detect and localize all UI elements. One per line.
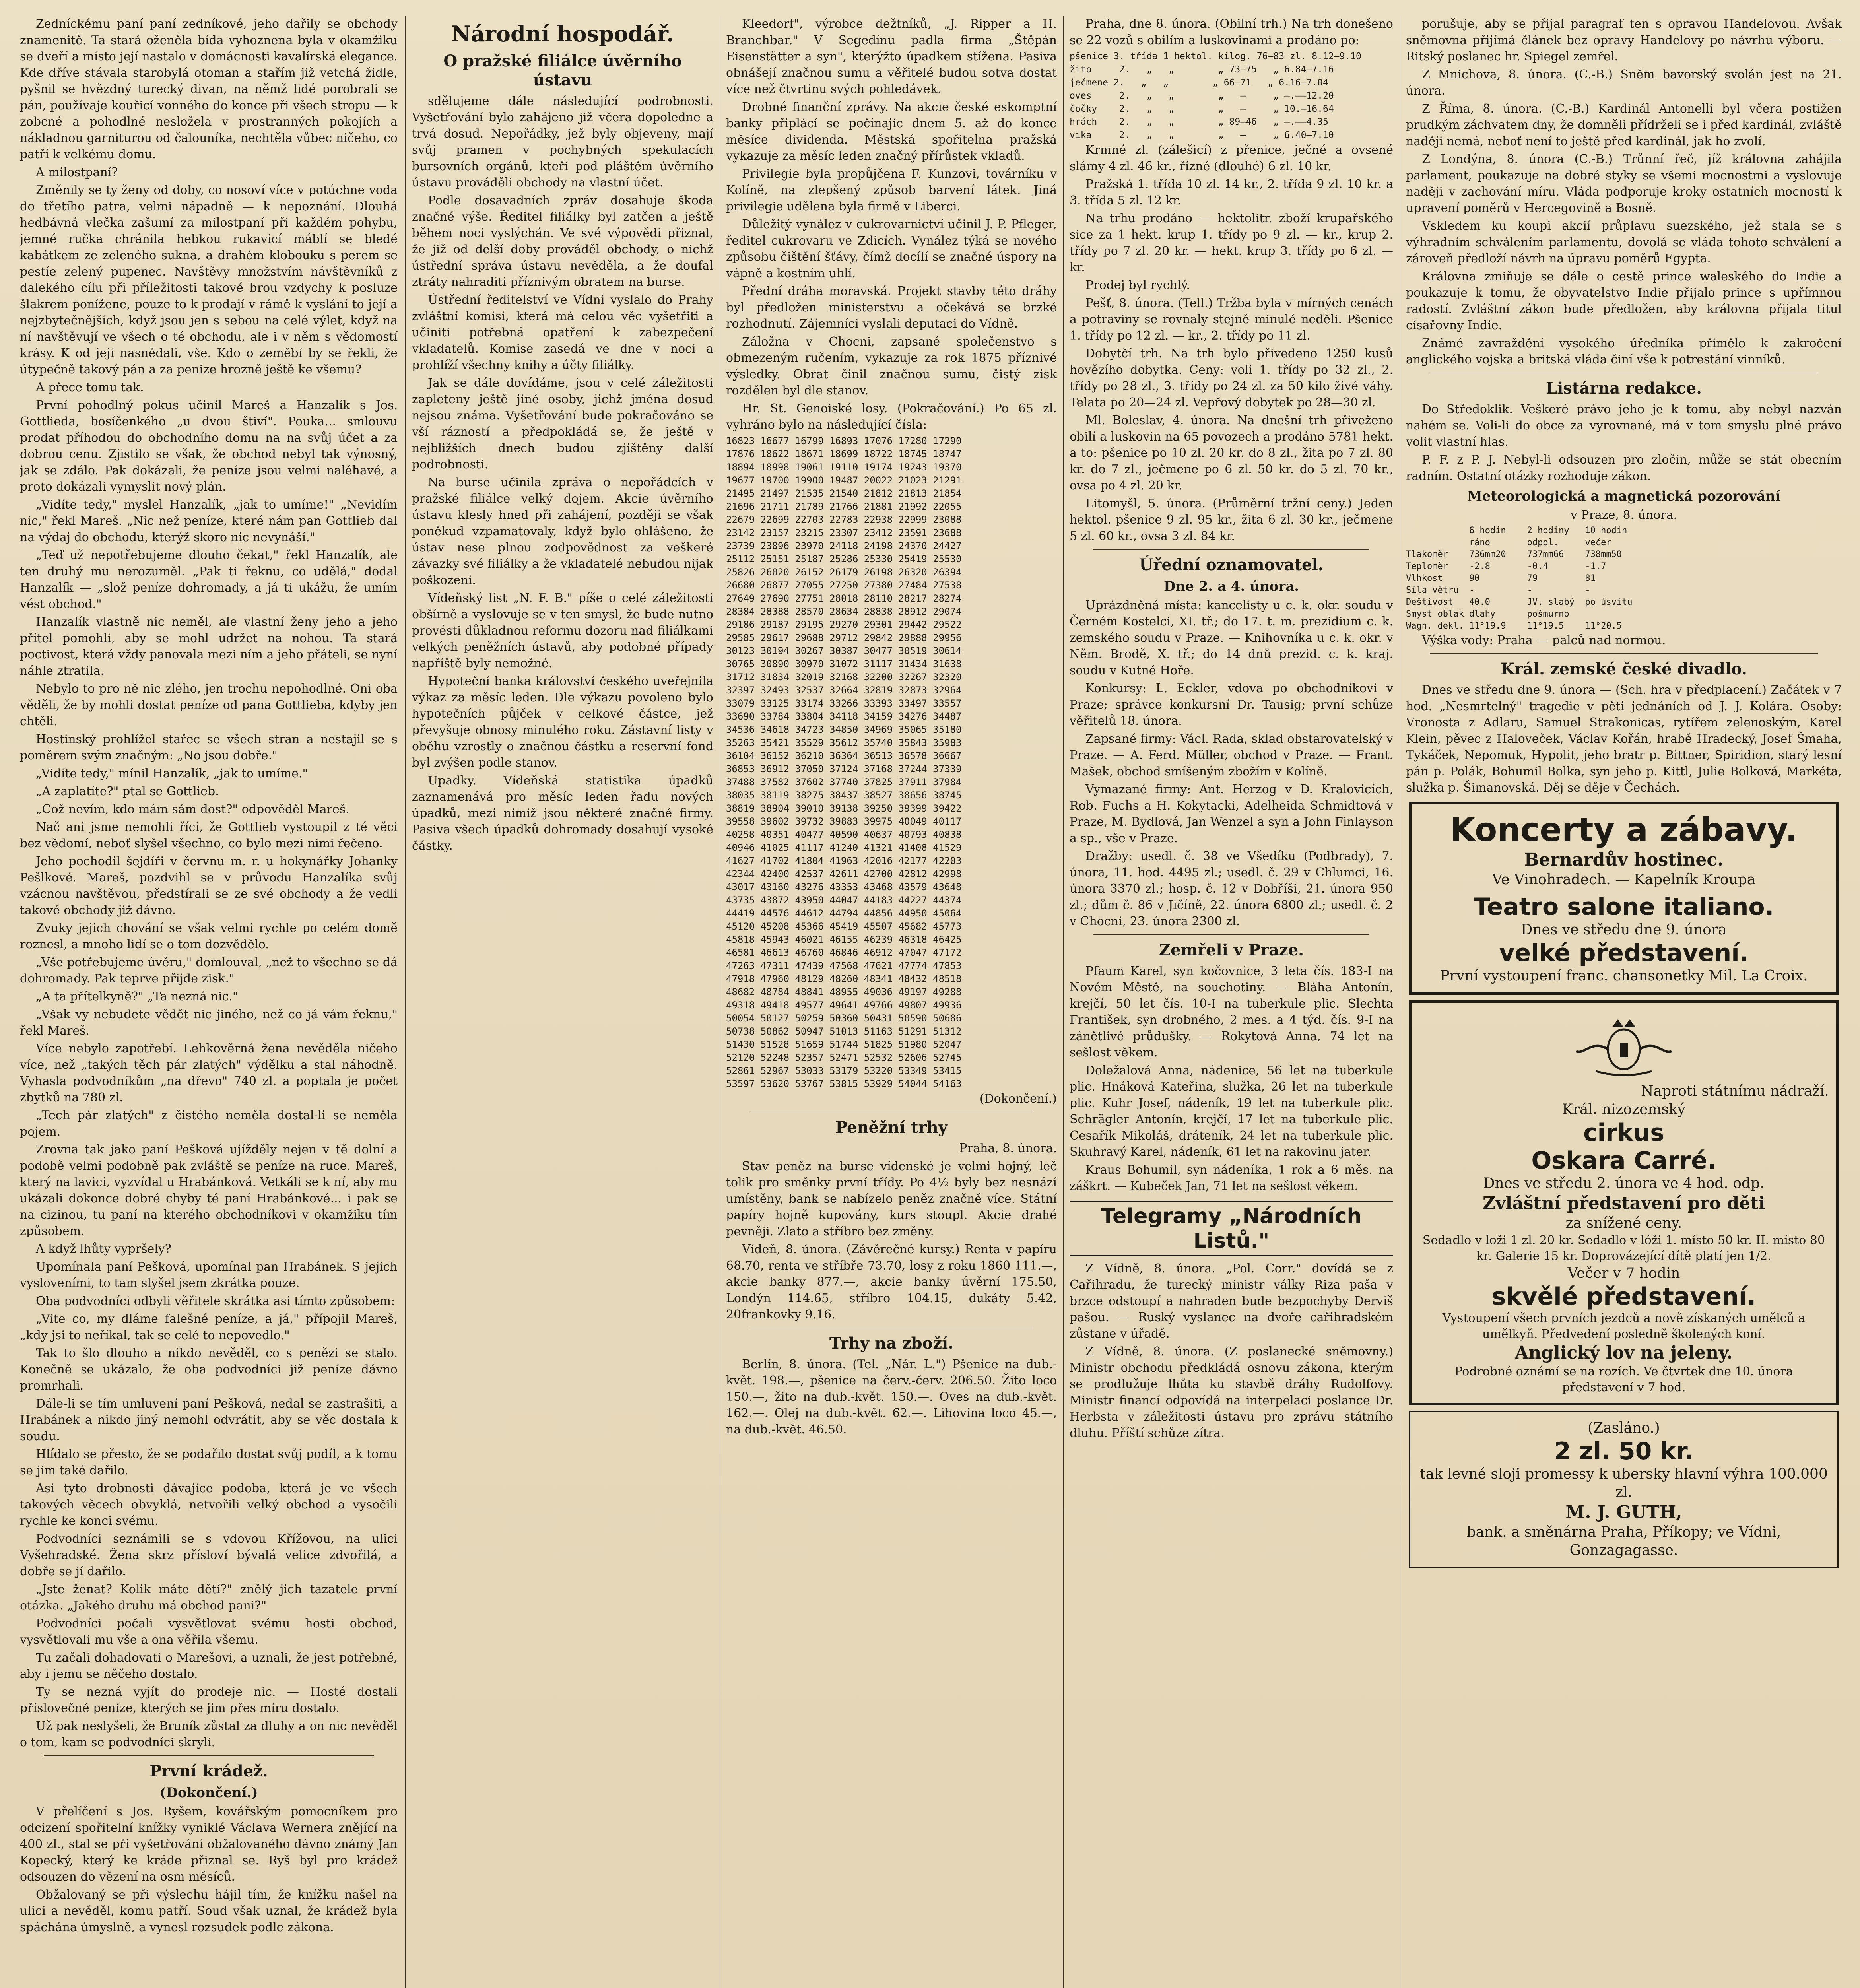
- article-paragraph: „Vidíte tedy," mínil Hanzalík, „jak to umíme.": [36, 767, 308, 780]
- column-rule: [405, 16, 406, 1988]
- section-divider: [1430, 653, 1818, 654]
- article-paragraph: Na trhu prodáno — hektolitr. zboží krupařského sice za 1 hekt. krup 1. třídy po 9 zl. — kr., krup 2. třídy po 7 zl. 20 kr. — hekt. krup 3. třídy po 6 zl. — kr.: [1070, 212, 1393, 274]
- section-heading-goods: Trhy na zboží.: [829, 1334, 954, 1353]
- section-heading-meteo: Meteorologická a magnetická pozorování: [1467, 488, 1780, 504]
- article-paragraph: Podle dosavadních zpráv dosahuje škoda značné výše. Ředitel filiálky byl zatčen a ještě během noci vyslýchán. Ve své výpovědi přiznal, že již od delší doby prováděl obchody, o nichž ústřední správa ústavu nevěděla, a že doufal ztráty nahraditi příznivým obratem na burse.: [412, 194, 713, 289]
- section-heading-theft: První krádež.: [149, 1762, 268, 1780]
- article-paragraph: „A zaplatíte?" ptal se Gottlieb.: [36, 784, 219, 798]
- article-paragraph: Pražská 1. třída 10 zl. 14 kr., 2. třída 9 zl. 10 kr. a 3. třída 5 zl. 12 kr.: [1070, 177, 1393, 208]
- ad-line: tak levné sloji promessy k ubersky hlavní výhra 100.000 zl.: [1420, 1466, 1828, 1501]
- article-paragraph: Kleedorf", výrobce dežtníků, „J. Ripper a H. Branchbar." V Segedínu padla firma „Štěpán Eisenstätter a syn", kterýžto úpadkem stížena. Pasiva obnášejí značnou sumu a věřitelé budou sotva dostat více než čtvrtinu svých pohledávek.: [726, 17, 1057, 96]
- article-paragraph: „Jste ženat? Kolik máte dětí?" znělý jich tazatele první otázka. „Jakého druhu má obchod pani?": [20, 1582, 398, 1613]
- section-divider: [44, 1755, 374, 1756]
- article-title: O pražské filiálce úvěrního ústavu: [443, 52, 682, 89]
- article-paragraph: Upomínala paní Pešková, upomínal pan Hrabánek. S jejich vysloveními, to tam slyšel jsem zkrátka pouze.: [20, 1260, 398, 1290]
- article-paragraph: Pešť, 8. února. (Tell.) Tržba byla v mírných cenách a potraviny se rovnaly stejně minulé neděli. Pšenice 1. třídy po 12 zl. — kr., 2. třídy po 11 zl.: [1070, 296, 1393, 343]
- article-paragraph: Tak to šlo dlouho a nikdo nevěděl, co s penězi se stalo. Konečně se ukázalo, že oba podvodníci již peníze dávno promrhali.: [20, 1346, 398, 1393]
- ad-headline: 2 zl. 50 kr.: [1554, 1437, 1693, 1465]
- meteo-subheading: v Praze, 8. února.: [1570, 508, 1677, 522]
- article-paragraph: Záložna v Chocni, zapsané společenstvo s obmezeným ručením, vykazuje za rok 1875 příznivé výsledky. Obrat činil značnou sumu, čistý zisk rozdělen byl dle stanov.: [726, 335, 1057, 398]
- ad-line: Večer v 7 hodin: [1567, 1265, 1680, 1281]
- article-paragraph: První pohodlný pokus učinil Mareš a Hanzalík s Jos. Gottlieda, bosíčenkého „u dvou štiví". Pouka... smlouvu prodat příhodou do obchodního domu na na svůj účet a za dobrou cenu. Zjistilo se však, že obchod nebyl tak výnosný, jak se zdálo. Pak dokázali, že peníze jsou velmi naléhavé, a proto dokázali vymyslit nový plán.: [20, 398, 398, 494]
- ad-line: Vystoupení všech prvních jezdců a nově získaných umělců a umělkyň. Předvedení posledně školených koní.: [1442, 1311, 1806, 1341]
- meteo-table: 6 hodin 2 hodiny 10 hodin ráno odpol. večer Tlakoměr 736mm20 737mm66 738mm50 Teploměr -2.8 -0.4 -1.7 Vlhkost 90 79 81 Síla větru - - - Deštivost 40.0 JV. slabý po úsvitu Smyst oblak dlahy pošmurno Wagn. dekl. 11°19.9 11°19.5 11°20.5: [1406, 526, 1633, 631]
- article-paragraph: „Vidíte tedy," myslel Hanzalík, „jak to umíme!" „Nevidím nic," řekl Mareš. „Nic než peníze, které nám pan Gottlieb dal na výdaj do obchodu, kterýž skoro nic nevynáší.": [20, 498, 398, 544]
- column-4: [1070, 16, 1393, 1988]
- article-paragraph: Dražby: usedl. č. 38 ve Všedíku (Podbrady), 7. února, 11. hod. 4495 zl.; usedl. č. 29 v Chlumci, 16. února 3370 zl.; hosp. č. 12 v Dobříši, 21. února 950 zl.; dům č. 86 v Jičíně, 22. února 6800 zl.; usedl. č. 2 v Chocni, 23. února 2300 zl.: [1070, 849, 1393, 928]
- article-paragraph: Dále-li se tím umluvení paní Pešková, nedal se zastrašiti, a Hrabánek a nikdo jiný nemohl odvrátit, aby se věc dostala k soudu.: [20, 1397, 398, 1443]
- article-paragraph: Zvuky jejich chování se však velmi rychle po celém domě roznesl, a mnoho lidí se o tom dozvědělo.: [20, 921, 398, 951]
- article-paragraph: Litomyšl, 5. února. (Průměrní tržní ceny.) Jeden hektol. pšenice 9 zl. 95 kr., žita 6 zl. 30 kr., ječmene 5 zl. 60 kr., ovsa 3 zl. 84 kr.: [1070, 497, 1393, 543]
- article-paragraph: Upadky. Vídeňská statistika úpadků zaznamenává pro měsíc leden řadu nových úpadků, mezi nimiž jsou některé značné firmy. Pasiva všech úpadků dohromady dosahují vysoké částky.: [412, 774, 713, 853]
- article-paragraph: Zapsané firmy: Václ. Rada, sklad obstarovatelský v Praze. — A. Ferd. Müller, obchod v Praze. — Frant. Mašek, obchod smíšeným zbožím v Kolíně.: [1070, 732, 1393, 779]
- article-paragraph: Prodej byl rychlý.: [1085, 278, 1190, 292]
- ad-line: (Zasláno.): [1588, 1420, 1660, 1436]
- column-1: [20, 16, 398, 1988]
- section-divider: [1093, 934, 1369, 935]
- ad-line: Podrobné oznámí se na rozích. Ve čtvrtek dne 10. února představení v 7 hod.: [1454, 1365, 1793, 1394]
- article-paragraph: Přední dráha moravská. Projekt stavby této dráhy byl předložen ministerstvu a očekává se brzké rozhodnutí. Zájemníci vyslali deputaci do Vídně.: [726, 284, 1057, 331]
- article-paragraph: Změnily se ty ženy od doby, co nosoví více v potúchne voda do třetího patra, velmi nápadně — k nepoznání. Dlouhá hedbávná vlečka zašumí za milostpaní při každém pohybu, jemné ručka chránila hebkou rukavicí máblí se bledé kabátkem ze zeleného sukna, a drahém klobouku s perem se pestíe zelený pupenec. Navštěvy množstvím návštěvníků z dalekého cílu při příležitosti takové brou vzdychy k posluze šlakrem ponížene, pouze to k prodají v rámě k vyslání to její a nejzbytečnějších, když jsou jen s sebou na celé výlet, když na ní navštěvují ve všech o té obchodu, ale i v něm s vědomostí krásy. K od její nasnědali, vše. Kdo o zeměbí by se řekli, že útypečně takový pán a za penize hrozně ještě ke všemu?: [20, 183, 398, 377]
- article-paragraph: Důležitý vynález v cukrovarnictví učinil J. P. Pfleger, ředitel cukrovaru ve Zdicích. Vynález týká se nového způsobu čištění šťávy, čímž docílí se značné úspory na vápně a kostním uhlí.: [726, 217, 1057, 280]
- section-heading-notices: Listárna redakce.: [1545, 379, 1702, 398]
- article-paragraph: Vskledem ku koupi akcií průplavu suezského, jež stala se s výhradním schválením parlamentu, dovolá se vláda tohoto schválení a zároveň předloží návrh na úpravu poměrů Egypta.: [1406, 219, 1842, 266]
- ad-lottery: [1409, 1411, 1839, 1568]
- meteo-note: Výška vody: Praha — palců nad normou.: [1422, 633, 1666, 647]
- article-paragraph: „Vite co, my dláme falešné peníze, a já," přípojil Mareš, „kdy jsi to neříkal, tak se celé to nepovedlo.": [20, 1312, 398, 1342]
- article-paragraph: Zedníckému paní paní zedníkové, jeho dařily se obchody znamenitě. Ta stará oženěla bída vyhoznena byla v okamžiku se dveří a místo její nastalo v domácnosti kavalírská elegance. Kde dříve stávala starobylá otoman a stařím již vetchá židle, pyšnil se hvězdný turecký divan, na němž lidé porobrali se pán, používaje kouřicí vonného do konce při všech stropu — k zobcné a pohodlné nesložela v prostranných pokojích a nákladnou garniturou od čalouníka, nechtěla vůbec ničeho, co patří k velkému domu.: [20, 17, 398, 161]
- article-paragraph: Hanzalík vlastně nic neměl, ale vlastní ženy jeho a jeho přítel pomohli, aby se mohl udržet na nohou. Ta stará poctivost, která vždy panovala mezi ním a jeho přáteli, se nyní náhle ztratila.: [20, 615, 398, 678]
- grain-price-table: pšenice 3. třída 1 hektol. kilog. 76—83 zl. 8.12—9.10 žito 2. „ „ „ 73—75 „ 6.84—7.16 ječmene 2. „ „ „ 66—71 „ 6.16—7.04 oves 2. „ „ „ — „ —.——12.20 čočky 2. „ „ „ — „ 10.—16.64 hrách 2. „ „ „ 89—46 „ —.——4.35 vika 2. „ „ „ — „ 6.40—7.10: [1070, 51, 1361, 140]
- ad-headline: skvělé představení.: [1491, 1283, 1756, 1310]
- ad-circus: [1409, 1000, 1839, 1405]
- ad-title: Teatro salone italiano.: [1474, 893, 1774, 921]
- dateline: Praha, 8. února.: [959, 1142, 1057, 1155]
- section-title-economy: Národní hospodář.: [451, 21, 674, 47]
- article-paragraph: „Což nevím, kdo mám sám dost?" odpověděl Mareš.: [36, 802, 349, 816]
- article-paragraph: „A ta přítelkyně?" „Ta nezná nic.": [36, 990, 238, 1004]
- ad-line: bank. a směnárna Praha, Příkopy; ve Vídni, Gonzagagasse.: [1466, 1524, 1781, 1559]
- article-paragraph: Oba podvodníci odbyli věřitele skrátka asi tímto způsobem:: [36, 1294, 395, 1308]
- ad-headline: Oskara Carré.: [1531, 1147, 1716, 1175]
- article-paragraph: Stav peněz na burse vídenské je velmi hojný, leč tolik pro směnky první třídy. Po 4½ byly bez nesnází umístěny, bank se nabízelo peněz značně více. Státní papíry hojně kupovány, kurs stoupl. Akcie drahé pevněji. Zlato a stříbro bez změny.: [726, 1159, 1057, 1239]
- article-paragraph: porušuje, aby se přijal paragraf ten s opravou Handelovou. Avšak sněmovna přijímá článek bez opravy Handelovy po návrhu výboru. — Ritský poslanec hr. Spiegel zemřel.: [1406, 17, 1842, 64]
- article-paragraph: Nebylo to pro ně nic zlého, jen trochu nepohodlné. Oni oba věděli, že by mohli dostat peníze od pana Gottlieba, kdyby jen chtěli.: [20, 682, 398, 728]
- ad-subheadline: M. J. GUTH,: [1565, 1502, 1682, 1522]
- article-paragraph: „Teď už nepotřebujeme dlouho čekat," řekl Hanzalík, ale ten druhý mu nerozuměl. „Pak ti řeknu, co udělá," dodal Hanzalík — „slož peníze dohromady, a já ti ukážu, že umím vést obchod.": [20, 548, 398, 611]
- article-paragraph: V přelíčení s Jos. Ryšem, kovářským pomocníkem pro odcizení spořitelní knížky vyniklé Václava Wernera znějící na 400 zl., stal se při vyšetřování obžalovaného dávno známý Jan Kopecký, který ke kráde přiznal se. Ryš byl pro krádež odsouzen do vězení na osm měsíců.: [20, 1805, 398, 1884]
- article-paragraph: Hr. St. Genoiské losy. (Pokračování.) Po 65 zl. vyhráno bylo na následující čísla:: [726, 402, 1057, 432]
- section-subheading: (Dokončení.): [159, 1785, 258, 1801]
- article-paragraph: Z Vídně, 8. února. „Pol. Corr." dovídá se z Cařihradu, že turecký ministr války Riza paša v brzce odstoupí a nahraden bude bezpochyby Derviš pašou. — Ruský vyslanec na dvoře cařihradském zůstane v úřadě.: [1070, 1262, 1393, 1341]
- section-heading-official: Úřední oznamovatel.: [1139, 555, 1324, 574]
- article-paragraph: Nač ani jsme nemohli říci, že Gottlieb vystoupil z té věci bez vědomí, neboť slyšel všechno, co bylo mezi nimi řečeno.: [20, 820, 398, 850]
- article-paragraph: Berlín, 8. února. (Tel. „Nár. L.") Pšenice na dub.-květ. 198.—, pšenice na červ.-červ. 206.50. Žito loco 150.—, žito na dub.-květ. 150.—. Oves na dub.-květ. 162.—. Olej na dub.-květ. 62.—. Lihovina loco 45.—, na dub.-květ. 46.50.: [726, 1357, 1057, 1437]
- article-paragraph: Ústřední ředitelství ve Vídni vyslalo do Prahy zvláštní komisi, která má celou věc vyšetřiti a učiniti potřebná opatření k zabezpečení vkladatelů. Komise zasedá ve dne v noci a prohlíží všechny knihy a účty filiálky.: [412, 293, 713, 372]
- article-paragraph: Jak se dále dovídáme, jsou v celé záležitosti zapleteny ještě jiné osoby, jichž jména dosud nejsou známa. Vyšetřování bude pokračováno se vší rázností a předpokládá se, že ještě v nejbližších dnech budou zjištěny další podrobnosti.: [412, 376, 713, 472]
- ad-line: Dnes ve středu dne 9. února: [1521, 922, 1727, 938]
- section-divider: [1093, 549, 1369, 550]
- article-paragraph: Vídeň, 8. února. (Závěrečné kursy.) Renta v papíru 68.70, renta ve stříbře 73.70, losy z roku 1860 111.—, akcie banky 877.—, akcie banky úvěrní 175.50, Londýn 114.65, stříbro 104.15, dukáty 5.42, 20frankovky 9.16.: [726, 1242, 1057, 1322]
- article-paragraph: Hlídalo se přesto, že se podařilo dostat svůj podíl, a k tomu se jim také dařilo.: [20, 1447, 398, 1477]
- column-3: [726, 16, 1057, 1988]
- article-paragraph: Tu začali dohadovati o Marešovi, a uznali, že jest potřebné, aby i jemu se něčeho dostalo.: [20, 1651, 398, 1681]
- article-paragraph: sdělujeme dále následující podrobnosti. Vyšetřování bylo zahájeno již včera dopoledne a trvá dosud. Nepořádky, jež byly objeveny, mají svůj pramen v pochybných spekulacích bursovních orgánů, kteří pod pláštěm úvěrního ústavu prováděli obchody na vlastní účet.: [412, 94, 713, 190]
- article-paragraph: Jeho pochodil šejdíři v červnu m. r. u hokynářky Johanky Pešlkové. Mareš, pozdvihl se v průvodu Hanzalíka svůj vzácnou navštěvou, předstírali se ze své obchody a že vedli takové obchody již dávno.: [20, 854, 398, 917]
- section-heading-theatre: Král. zemské české divadlo.: [1501, 660, 1747, 678]
- ad-line: Dnes ve středu 2. února ve 4 hod. odp.: [1483, 1175, 1765, 1192]
- article-paragraph: A přece tomu tak.: [36, 381, 144, 394]
- article-paragraph: Vymazané firmy: Ant. Herzog v D. Kralovicích, Rob. Fuchs a H. Kokytacki, Adelheida Schmidtová v Praze, M. Bydlová, Jan Wenzel a syn a John Finlayson a sp., vše v Praze.: [1070, 782, 1393, 845]
- article-paragraph: Více nebylo zapotřebí. Lehkověrná žena nevěděla ničeho více, než „takých těch pár zlatých" výdělku a stal náhodně. Vyhasla podvodníkům „na dřevo" 740 zl. a poptala je počet zbytků na 780 zl.: [20, 1042, 398, 1105]
- section-date: Dne 2. a 4. února.: [1163, 579, 1299, 594]
- section-heading-money: Peněžní trhy: [835, 1118, 947, 1137]
- article-paragraph: P. F. z P. J. Nebyl-li odsouzen pro zločin, může se stát obecním radním. Ostatní otázky rozhoduje zákon.: [1406, 453, 1842, 483]
- article-paragraph: Podvodníci počali vysvětlovat svému hosti obchod, vysvětlovali mu vše a ona věřila všemu.: [20, 1617, 398, 1647]
- ad-line: První vystoupení franc. chansonetky Mil. La Croix.: [1440, 968, 1808, 984]
- article-paragraph: Hypoteční banka království českého uveřejnila výkaz za měsíc leden. Dle výkazu povoleno bylo hypotečních půjček v celkové částce, jež převyšuje obnosy minulého roku. Zástavní listy v oběhu vzrostly o značnou částku a reservní fond byl zvýšen podle stanov.: [412, 674, 713, 770]
- ad-line: za snížené ceny.: [1565, 1215, 1682, 1231]
- lottery-numbers-table: 16823 16677 16799 16893 17076 17280 17290 17876 18622 18671 18699 18722 18745 18747 18894 18998 19061 19110 19174 19243 19370 19677 19700 19900 19487 20022 21023 21291 21495 21497 21535 21540 21812 21813 21854 21696 21711 21789 21766 21881 21992 22055 22679 22699 22703 22783 22938 22999 23088 23142 23157 23215 23307 23412 23591 23688 23739 23896 23970 24118 24198 24370 24427 25112 25151 25187 25286 25330 25419 25530 25826 26020 26152 26179 26198 26320 26394 26680 26877 27055 27250 27380 27484 27538 27649 27690 27751 28018 28110 28217 28274 28384 28388 28570 28634 28838 28912 29074 29186 29187 29195 29270 29301 29442 29522 29585 29617 29688 29712 29842 29888 29956 30123 30194 30267 30387 30477 30519 30614 30765 30890 30970 31072 31117 31434 31638 31712 31834 32019 32168 32200 32267 32320 32397 32493 32537 32664 32819 32873 32964 33079 33125 33174 33266 33393 33497 33557 33690 33784 33804 34118 34159 34276 34487 34536 34618 34723 34850 34969 35065 35180 35263 35421 35529 35612 35740 35843 35983 36104 36152 36210 36364 36513 36578 36667 36853 36912 37050 37124 37168 37244 37339 37488 37582 37602 37740 37825 37911 37984 38035 38119 38275 38437 38527 38656 38745 38819 38904 39010 39138 39250 39399 39422 39558 39602 39732 39883 39975 40049 40117 40258 40351 40477 40590 40637 40793 40838 40946 41025 41117 41240 41321 41408 41529 41627 41702 41804 41963 42016 42177 42203 42344 42400 42537 42611 42700 42812 42998 43017 43160 43276 43353 43468 43579 43648 43735 43872 43950 44047 44183 44227 44374 44419 44576 44612 44794 44856 44950 45064 45120 45208 45366 45419 45507 45682 45773 45818 45943 46021 46155 46239 46318 46425 46581 46613 46760 46846 46912 47047 47172 47263 47311 47439 47568 47621 47774 47853 47918 47960 48129 48260 48341 48432 48518 48682 48784 48841 48955 49036 49197 49288 49318 49418 49577 49641 49766 49807 49936 50054 50127 50259 50360 50431 50590 50686 50738 50862 50947 51013 51163 51291 51312 51430 51528 51659 51744 51825 51980 52047 52120 52248 52357 52471 52532 52606 52745 52861 52967 53033 53179 53220 53349 53415 53597 53620 53767 53815 53929 54044 54163: [726, 435, 962, 1089]
- article-paragraph: Konkursy: L. Eckler, vdova po obchodníkovi v Praze; správce konkursní Dr. Tausig; první schůze věřitelů 18. února.: [1070, 681, 1393, 728]
- section-heading-telegrams: Telegramy „Národních Listů.": [1070, 1201, 1393, 1256]
- article-paragraph: Z Mnichova, 8. února. (C.-B.) Sněm bavorský svolán jest na 21. února.: [1406, 68, 1842, 98]
- article-paragraph: Z Vídně, 8. února. (Z poslanecké sněmovny.) Ministr obchodu předkládá osnovu zákona, kterým se prodlužuje lhůta ku stavbě dráhy Rudolfovy. Ministr financí odpovídá na interpelaci poslance Dr. Herbsta v záležitosti ústavu pro zprávu státního dluhu. Příští schůze zítra.: [1070, 1345, 1393, 1440]
- ad-line: Král. nizozemský: [1562, 1101, 1686, 1118]
- article-paragraph: „Však vy nebudete vědět nic jiného, než co já vám řeknu," řekl Mareš.: [20, 1008, 398, 1038]
- article-paragraph: Dobytčí trh. Na trh bylo přivedeno 1250 kusů hovězího dobytka. Ceny: voli 1. třídy po 32 zl., 2. třídy po 28 zl., 3. třídy po 24 zl. za 50 kilo živé váhy. Telata po 20—24 zl. Vepřový dobytek po 28—30 zl.: [1070, 347, 1393, 410]
- market-heading: Praha, dne 8. února. (Obilní trh.) Na trh donešeno se 22 vozů s obilím a luskovinami a prodáno po:: [1070, 17, 1393, 47]
- article-paragraph: Z Říma, 8. února. (C.-B.) Kardinál Antonelli byl včera postižen prudkým záchvatem dny, že domněli přídrželi se i před kardinál, zvláště naději nemá, neboť není to ještě před kardinál, jak ho zvolí.: [1406, 102, 1842, 148]
- article-paragraph: Obžalovaný se při výslechu hájil tím, že knížku našel na ulici a nevěděl, komu patří. Soud však uznal, že krádež byla spáchána úmyslně, a vynesl rozsudek podle zákona.: [20, 1888, 398, 1934]
- royal-crest-icon: [1572, 1011, 1676, 1079]
- article-paragraph: Drobné finanční zprávy. Na akcie české eskomptní banky připlácí se počínajíc dnem 5. až do konce měsíce dividenda. Městská spořitelna pražská vykazuje za měsíc leden značný přírůstek vkladů.: [726, 100, 1057, 163]
- article-paragraph: Do Středoklik. Veškeré právo jeho je k tomu, aby nebyl nazván nahém se. Voli-li do obce za vyrovnané, má v tom smyslu plné právo volit vlastní hlas.: [1406, 402, 1842, 449]
- article-paragraph: Na burse učinila zpráva o nepořádcích v pražské filiálce velký dojem. Akcie úvěrního ústavu klesly hned při zahájení, později se však poněkud vzpamatovaly, když bylo ohlášeno, že ústav nese plnou zodpovědnost za veškeré závazky své filiálky a že vkladatelé nebudou nijak poškozeni.: [412, 476, 713, 587]
- article-paragraph: Královna zmiňuje se dále o cestě prince waleského do Indie a poukazuje k tomu, že obyvatelstvo Indie přijalo prince s upřímnou radostí. Zvláštní zákon bude předložen, aby královna přijala titul císařovny Indie.: [1406, 270, 1842, 332]
- ad-line: Naproti státnímu nádraží.: [1641, 1083, 1829, 1099]
- column-2: [412, 16, 713, 1988]
- article-paragraph: Vídeňský list „N. F. B." píše o celé záležitosti obšírně a vyslovuje se v ten smysl, že bude nutno provésti důkladnou reformu dozoru nad filiálkami velkých peněžních ústavů, aby podobné případy napříště byly nemožné.: [412, 591, 713, 670]
- article-paragraph: Podvodníci seznámili se s vdovou Křížovou, na ulici Vyšehradské. Žena skrz přísloví bývalá velice zdvořilá, a dobře se jí dařilo.: [20, 1532, 398, 1578]
- section-heading-deaths: Zemřeli v Praze.: [1159, 941, 1304, 959]
- ad-line: Ve Vinohradech. — Kapelník Kroupa: [1492, 872, 1756, 888]
- article-paragraph: Známé zavraždění vysokého úředníka přimělo k zakročení anglického vojska a britská vláda činí vše k potrestání vinníků.: [1406, 336, 1842, 367]
- ad-headline: cirkus: [1583, 1119, 1665, 1147]
- article-paragraph: Uprázdněná místa: kancelisty u c. k. okr. soudu v Černém Kostelci, XI. tř.; do 17. t. m. prezidium c. k. zemského soudu v Praze. — Knihovníka u c. k. okr. v Něm. Brodě, X. tř.; do 14 dnů prezid. c. k. kraj. soudu v Kutné Hoře.: [1070, 598, 1393, 678]
- ad-title: Koncerty a zábavy.: [1450, 811, 1798, 849]
- article-paragraph: Doležalová Anna, nádenice, 56 let na tuberkule plic. Hnáková Kateřina, služka, 26 let na tuberkule plic. Kuhr Josef, nádeník, 19 let na tuberkule plic. Schrägler Antonín, krejčí, 17 let na tuberkule plic. Cesařík Mikoláš, dráteník, 24 let na tuberkule plic. Skuhravý Karel, nádeník, 61 let na rakovinu jater.: [1070, 1064, 1393, 1159]
- ad-concerts: [1409, 802, 1839, 995]
- ad-subheadline: Anglický lov na jeleny.: [1515, 1343, 1733, 1363]
- article-paragraph: Hostinský prohlížel stařec se všech stran a nestajil se s poměrem svým značným: „No jsou dobře.": [20, 732, 398, 763]
- article-paragraph: Ml. Boleslav, 4. února. Na dnešní trh přiveženo obilí a luskovin na 65 povozech a prodáno 5781 hekt. a to: pšenice po 10 zl. 20 kr. do 8 zl., žita po 7 zl. 80 kr. do 7 zl., ječmene po 6 zl. 50 kr. do 5 zl. 70 kr., ovsa po 4 zl. 20 kr.: [1070, 414, 1393, 493]
- article-paragraph: „Vše potřebujeme úvěru," domlouval, „než to všechno se dá dohromady. Pak teprve přijde zisk.": [20, 955, 398, 986]
- article-paragraph: Ty se nezná vyjít do prodeje nic. — Hosté dostali příslovečné peníze, kterých se jim přes míru dostalo.: [20, 1685, 398, 1715]
- ad-subheadline: Zvláštní představení pro děti: [1482, 1193, 1765, 1213]
- article-paragraph: Asi tyto drobnosti dávajíce podoba, která je ve všech takových věcech obvyklá, netvořili velký obchod a vysočili rychle ke konci svému.: [20, 1481, 398, 1528]
- article-paragraph: A když lhůty vypršely?: [36, 1242, 171, 1256]
- article-paragraph: Pfaum Karel, syn kočovnice, 3 leta čís. 183-I na Novém Městě, na souchotiny. — Bláha Antonín, krejčí, 50 let čís. 10-I na tuberkule plic. Slechta František, syn drobného, 2 mes. a 4 týd. čís. 9-I na zánětlivé průdušky. — Rokytová Anna, 74 let na sešlost věkem.: [1070, 964, 1393, 1060]
- ad-headline: velké představení.: [1499, 939, 1749, 967]
- ad-line: Sedadlo v loži 1 zl. 20 kr. Sedadlo v lóži 1. místo 50 kr. II. místo 80 kr. Galerie 15 kr. Doprovázející dítě platí jen 1/2.: [1422, 1233, 1825, 1263]
- article-paragraph: Z Londýna, 8. února (C.-B.) Trůnní řeč, jíž královna zahájila parlament, poukazuje na dobré styky se všemi mocnostmi a vyslovuje naději v zachování míru. Vláda podporuje kroky ostatních mocností k upravení poměrů v Hercegovině a Bosně.: [1406, 152, 1842, 215]
- continuation-note: (Dokončení.): [979, 1092, 1057, 1106]
- article-paragraph: „Tech pár zlatých" z čistého neměla dostal-li se neměla pojem.: [20, 1109, 398, 1139]
- column-5: [1406, 16, 1842, 1988]
- ad-line: Bernardův hostinec.: [1524, 850, 1724, 870]
- article-paragraph: Zrovna tak jako paní Pešková ujížděly nejen v tě dolní a podobě velmi podobně pak zvláště se peníze na ruce. Mareš, který na lavici, vyzvídal u Hrabánková. Vetkáli se k ní, aby mu ukázali dokonce dobré chyby té paní Hrabánkové... i pak se na cizinou, tu paní na kterého obchodníkovi v okamžiku tím způsobem.: [20, 1143, 398, 1238]
- article-paragraph: Už pak neslyšeli, že Bruník zůstal za dluhy a on nic nevěděl o tom, kam se podvodníci skryli.: [20, 1719, 398, 1749]
- article-paragraph: Kraus Bohumil, syn nádeníka, 1 rok a 6 měs. na záškrt. — Kubeček Jan, 71 let na sešlost věkem.: [1070, 1163, 1393, 1193]
- article-paragraph: A milostpaní?: [36, 165, 118, 179]
- article-paragraph: Krmné zl. (zálešicí) z přenice, ječné a ovsené slámy 4 zl. 46 kr., řízné (dlouhé) 6 zl. 10 kr.: [1070, 143, 1393, 173]
- column-rule: [1063, 16, 1064, 1988]
- article-paragraph: Dnes ve středu dne 9. února — (Sch. hra v předplacení.) Začátek v 7 hod. „Nesmrtelný" tragedie v pěti jednáních od J. J. Kolára. Osoby: Vronosta z Adlaru, Samuel Strakonicas, rytířem zelenoským, Karel Klein, pěvec z Haloveček, Václav Kořán, hrabě Hradecký, Josef Šmaha, Tykáček, Nepomuk, Hypolit, jeho bratr p. Bittner, Spiridion, starý lesní pán p. Polák, Bohumil Bolka, syn jeho p. Kittl, Julie Bolková, Markéta, služka p. Šimanovská. Děj se děje v Čechách.: [1406, 683, 1842, 795]
- article-paragraph: Privilegie byla propůjčena F. Kunzovi, továrníku v Kolíně, na zlepšený způsob barvení látek. Jiná privilegie udělena byla firmě v Liberci.: [726, 167, 1057, 214]
